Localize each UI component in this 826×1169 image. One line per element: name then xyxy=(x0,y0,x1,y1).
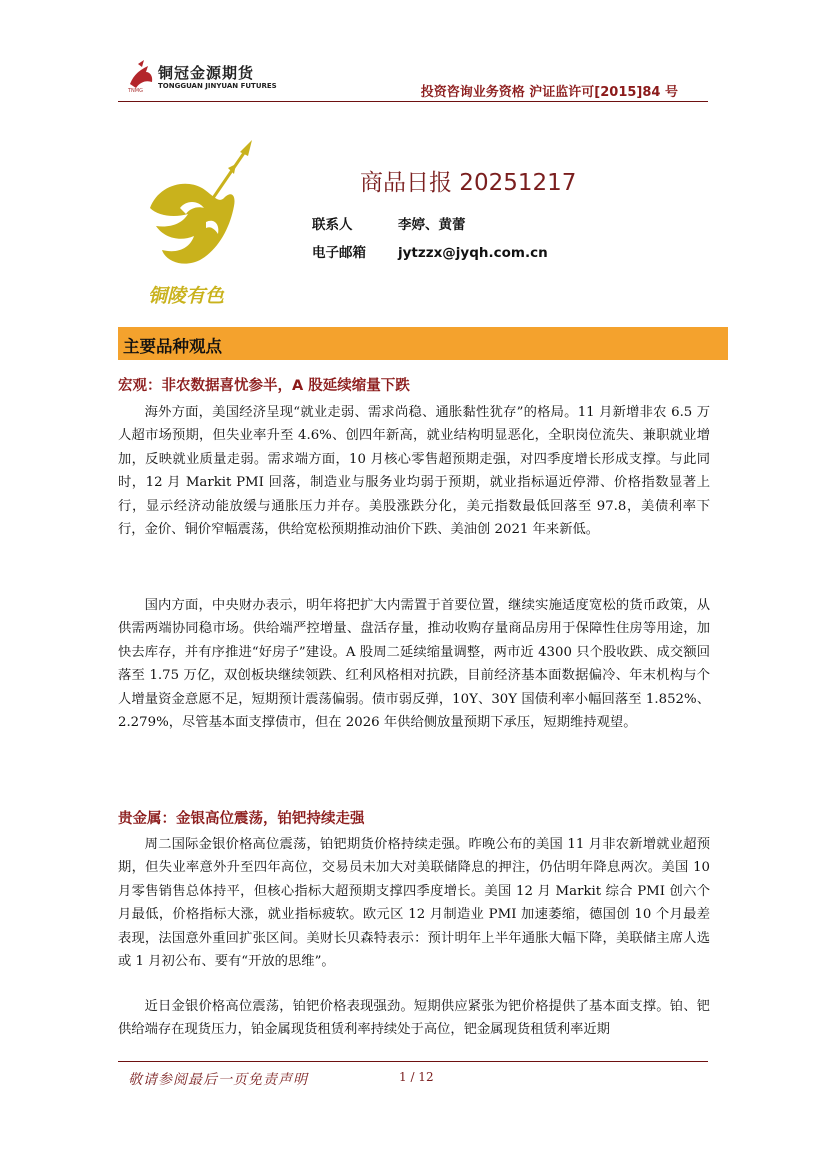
qualification-text: 投资咨询业务资格 沪证监许可[2015]84 号 xyxy=(420,85,678,100)
precious-section-title: 贵金属：金银高位震荡，铂钯持续走强 xyxy=(118,811,365,827)
precious-paragraph-2: 近日金银价格高位震荡，铂钯价格表现强劲。短期供应紧张为钯价格提供了基本面支撑。铂、钯供给端存在现货压力，铂金属现货租赁利率持续处于高位，钯金属现货租赁利率近期 xyxy=(118,999,710,1038)
macro-paragraph-2: 国内方面，中央财办表示，明年将把扩大内需置于首要位置，继续实施适度宽松的货币政策，从供需两端协同稳市场。供给端严控增量、盘活存量，推动收购存量商品房用于保障性住房等用途，加快去库存，并有序推进“好房子”建设。A 股周二延续缩量调整，两市近 4300 只个股收跌、成交额回落至 1.75 万亿，双创板块继续领跌、红利风格相对抗跌，目前经济基本面数据偏冷、年末机构与个人增量资金意愿不足，短期预计震荡偏弱。债市弱反弹，10Y、30Y 国债利率小幅回落至 1.852%、2.279%，尽管基本面支撑债市，但在 2026 年供给侧放量预期下承压，短期维持观望。 xyxy=(118,598,710,731)
section-bar xyxy=(118,327,728,360)
section-bar-title: 主要品种观点 xyxy=(123,337,222,356)
company-logo xyxy=(126,58,277,98)
contact-row xyxy=(312,213,466,233)
report-title: 商品日报 20251217 xyxy=(360,170,577,196)
contact-label: 联系人 xyxy=(312,217,353,233)
precious-paragraph-1: 周二国际金银价格高位震荡，铂钯期货价格持续走强。昨晚公布的美国 11 月非农新增就业超预期，但失业率意外升至四年高位，交易员未加大对美联储降息的押注，仍估明年降息两次。美国 10 月零售销售总体持平，但核心指标大超预期支撑四季度增长。美国 12 月 Markit 综合 PMI 创六个月最低，价格指标大涨，就业指标疲软。欧元区 12 月制造业 PMI 加速萎缩，德国创 10 个月最差表现，法国意外重回扩张区间。美财长贝森特表示：预计明年上半年通胀大幅下降，美联储主席人选或 1 月初公布、要有“开放的思维”。 xyxy=(118,837,710,970)
logo-name-en: TONGGUAN JINYUAN FUTURES xyxy=(158,82,277,90)
email-row xyxy=(312,241,548,261)
email-label: 电子邮箱 xyxy=(312,245,366,261)
page-number: 1 / 12 xyxy=(399,1070,434,1084)
emblem-text: 铜陵有色 xyxy=(148,285,225,307)
disclaimer-note: 敬请参阅最后一页免责声明 xyxy=(128,1072,308,1088)
logo-abbr: TNMG xyxy=(128,88,143,94)
email-value[interactable]: jytzzx@jyqh.com.cn xyxy=(398,245,548,261)
macro-paragraph-1: 海外方面，美国经济呈现“就业走弱、需求尚稳、通胀黏性犹存”的格局。11 月新增非农 6.5 万人超市场预期，但失业率升至 4.6%、创四年新高，就业结构明显恶化，全职岗位流失、兼职就业增加，反映就业质量走弱。需求端方面，10 月核心零售超预期走强，对四季度增长形成支撑。与此同时，12 月 Markit PMI 回落，制造业与服务业均弱于预期，就业指标逼近停滞、价格指数显著上行，显示经济动能放缓与通胀压力并存。美股涨跌分化，美元指数最低回落至 97.8，美债利率下行，金价、铜价窄幅震荡，供给宽松预期推动油价下跌、美油创 2021 年来新低。 xyxy=(118,405,710,538)
contact-value: 李婷、黄蕾 xyxy=(398,217,466,233)
macro-section-title: 宏观：非农数据喜忧参半，A 股延续缩量下跌 xyxy=(118,378,410,394)
company-emblem-icon xyxy=(140,138,280,310)
footer-divider xyxy=(118,1061,708,1062)
header-divider xyxy=(118,101,708,102)
logo-name-cn: 铜冠金源期货 xyxy=(158,64,255,82)
